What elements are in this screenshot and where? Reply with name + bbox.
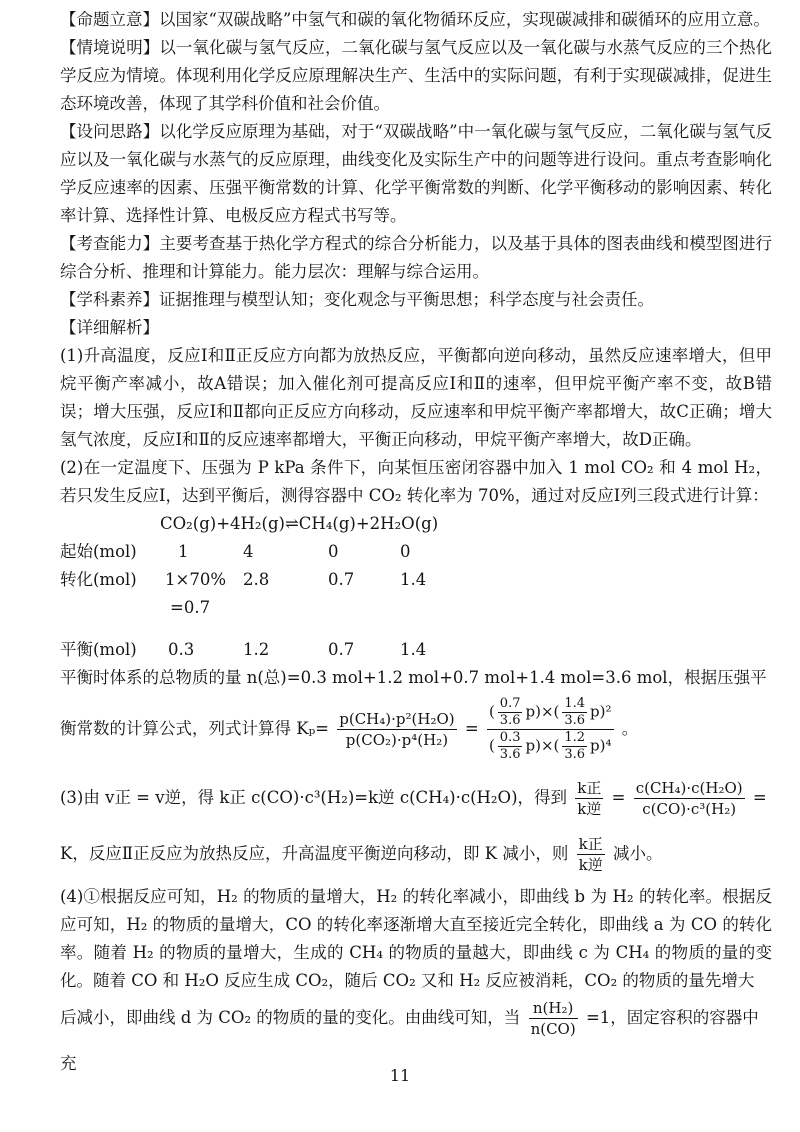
paragraph-total-moles: 平衡时体系的总物质的量 n(总)=0.3 mol+1.2 mol+0.7 mol+1.4 mol=3.6 mol，根据压强平 [60, 668, 767, 687]
frac-den: 3.6 [564, 713, 586, 728]
cell: 0.3 [168, 640, 195, 659]
frac-num: 1.2 [564, 730, 586, 745]
paragraph-part-2: (2)在一定温度下、压强为 P kPa 条件下，向某恒压密闭容器中加入 1 mol CO₂ 和 4 mol H₂，若只发生反应Ⅰ，达到平衡后，测得容器中 CO₂ 转化率为 70%，通过对反应Ⅰ列三段式进行计算： [60, 458, 772, 505]
kp-fraction [337, 709, 456, 750]
frac-den: 3.6 [499, 713, 521, 728]
page-number: 11 [389, 1066, 411, 1085]
fraction-numerator: c(CH₄)·c(H₂O) [635, 779, 743, 797]
fraction-denominator: p(CO₂)·p⁴(H₂) [345, 731, 449, 749]
p-times: p)×( [525, 702, 560, 721]
k-ratio-fraction [577, 834, 605, 875]
mole-ratio-fraction [529, 998, 578, 1039]
fraction-denominator: c(CO)·c³(H₂) [642, 800, 737, 818]
frac-num: 0.3 [499, 730, 521, 745]
part-3-text: (3)由 v正 = v逆，得 k正 c(CO)·c³(H₂)=k逆 c(CH₄)·c(H₂O)，得到 [60, 788, 568, 807]
mole-fraction-h2o [562, 696, 587, 729]
row-label: 转化(mol) [60, 570, 137, 589]
equals-sign: = [611, 788, 626, 807]
fraction-denominator: ( $\frac{0.3}{3.6}$ p)×( $\frac{1.2}{3.6}$ p)⁴ [488, 730, 612, 762]
row-label: 起始(mol) [60, 542, 137, 561]
p-squared: p)² [590, 702, 612, 721]
k-ratio-fraction [575, 778, 603, 819]
ratio-text: 后减小，即曲线 d 为 CO₂ 的物质的量的变化。由曲线可知，当 [60, 1008, 521, 1027]
cell: =0.7 [170, 598, 211, 617]
p-times: p)×( [525, 736, 560, 755]
document-page [60, 6, 772, 1087]
cell: 0 [400, 542, 411, 561]
table-row [60, 636, 772, 664]
fraction-numerator: k正 [577, 779, 602, 797]
frac-num: 0.7 [499, 696, 521, 711]
table-row [60, 566, 772, 594]
k-conclusion-end: 减小。 [612, 844, 663, 863]
fraction-denominator: k逆 [577, 800, 602, 818]
mole-fraction-h2 [562, 730, 587, 763]
fraction-numerator: n(H₂) [529, 998, 578, 1019]
table-row [60, 594, 772, 622]
cell: 1 [178, 542, 189, 561]
mole-fraction-ch4 [498, 696, 523, 729]
kp-text: 衡常数的计算公式，列式计算得 Kₚ= [60, 719, 329, 738]
equals-sign: = [752, 788, 767, 807]
paragraph-part-4: (4)①根据反应可知，H₂ 的物质的量增大，H₂ 的转化率减小，即曲线 b 为 H₂ 的转化率。根据反应可知，H₂ 的物质的量增大，CO 的转化率逐渐增大直至接近完全转化，即曲线 a 为 CO 的转化率。随着 H₂ 的物质的量增大，生成的 CH₄ 的物质的量越大，即曲线 c 为 CH₄ 的物质的量的变化。随着 CO 和 H₂O 反应生成 CO₂，随后 CO₂ 又和 H₂ 反应被消耗，CO₂ 的物质的量先增大 [60, 887, 772, 990]
table-row [60, 538, 772, 566]
cell: 4 [243, 542, 254, 561]
cell: 0 [328, 542, 339, 561]
fraction-denominator: n(CO) [530, 1020, 576, 1038]
frac-num: 1.4 [564, 696, 586, 711]
mole-fraction-co2 [498, 730, 523, 763]
equals-sign: = [464, 719, 479, 738]
paragraph-context: 【情境说明】以一氧化碳与氢气反应，二氧化碳与氢气反应以及一氧化碳与水蒸气反应的三个热化学反应为情境。体现利用化学反应原理解决生产、生活中的实际问题，有利于实现碳减排，促进生态环境改善，体现了其学科价值和社会价值。 [60, 38, 772, 113]
frac-den: 3.6 [564, 747, 586, 762]
concentration-fraction [634, 778, 745, 819]
cell: 1.4 [400, 570, 427, 589]
row-label: 平衡(mol) [60, 640, 137, 659]
fraction-numerator: k正 [578, 835, 603, 853]
cell: 1×70% [165, 570, 226, 589]
fraction-numerator: ( $\frac{0.7}{3.6}$ p)×( $\frac{1.4}{3.6}$ p)² [488, 696, 612, 728]
p-fourth: p)⁴ [590, 736, 612, 755]
paragraph-part-1: (1)升高温度，反应Ⅰ和Ⅱ正反应方向都为放热反应，平衡都向逆向移动，虽然反应速率增大，但甲烷平衡产率减小，故A错误；加入催化剂可提高反应Ⅰ和Ⅱ的速率，但甲烷平衡产率不变，故B错误；增大压强，反应Ⅰ和Ⅱ都向正反应方向移动，反应速率和甲烷平衡产率都增大，故C正确；增大氢气浓度，反应Ⅰ和Ⅱ的反应速率都增大，平衡正向移动，甲烷平衡产率增大，故D正确。 [60, 346, 772, 449]
cell: 2.8 [243, 570, 270, 589]
cell: 0.7 [328, 570, 355, 589]
paragraph-question-design: 【设问思路】以化学反应原理为基础，对于“双碳战略”中一氧化碳与氢气反应，二氧化碳与氢气反应以及一氧化碳与水蒸气的反应原理，曲线变化及实际生产中的问题等进行设问。重点考查影响化学反应速率的因素、压强平衡常数的计算、化学平衡常数的判断、化学平衡移动的影响因素、转化率计算、选择性计算、电极反应方程式书写等。 [60, 122, 772, 225]
cell: 1.2 [243, 640, 270, 659]
rate-constant-line [60, 775, 772, 821]
frac-den: 3.6 [499, 747, 521, 762]
cell: 1.4 [400, 640, 427, 659]
fraction-numerator: p(CH₄)·p²(H₂O) [339, 710, 455, 728]
paragraph-literacy: 【学科素养】证据推理与模型认知；变化观念与平衡思想；科学态度与社会责任。 [60, 290, 654, 309]
paragraph-intent: 【命题立意】以国家“双碳战略”中氢气和碳的氧化物循环反应，实现碳减排和碳循环的应用立意。 [60, 10, 770, 29]
fraction-denominator: k逆 [578, 856, 603, 874]
period: 。 [621, 719, 639, 738]
kp-value-fraction [487, 696, 614, 763]
k-conclusion-line [60, 831, 772, 877]
three-stage-table [60, 538, 772, 664]
ratio-text-end: =1，固定容积的容器中充 [60, 1008, 759, 1073]
cell: 0.7 [328, 640, 355, 659]
paragraph-analysis-heading: 【详细解析】 [60, 318, 159, 337]
paragraph-ability: 【考查能力】主要考查基于热化学方程式的综合分析能力，以及基于具体的图表曲线和模型图进行综合分析、推理和计算能力。能力层次：理解与综合运用。 [60, 234, 772, 281]
reaction-equation: CO₂(g)+4H₂(g)⇌CH₄(g)+2H₂O(g) [160, 514, 439, 533]
kp-formula-line [60, 696, 772, 763]
k-conclusion-text: K，反应Ⅱ正反应为放热反应，升高温度平衡逆向移动，即 K 减小，则 [60, 844, 569, 863]
